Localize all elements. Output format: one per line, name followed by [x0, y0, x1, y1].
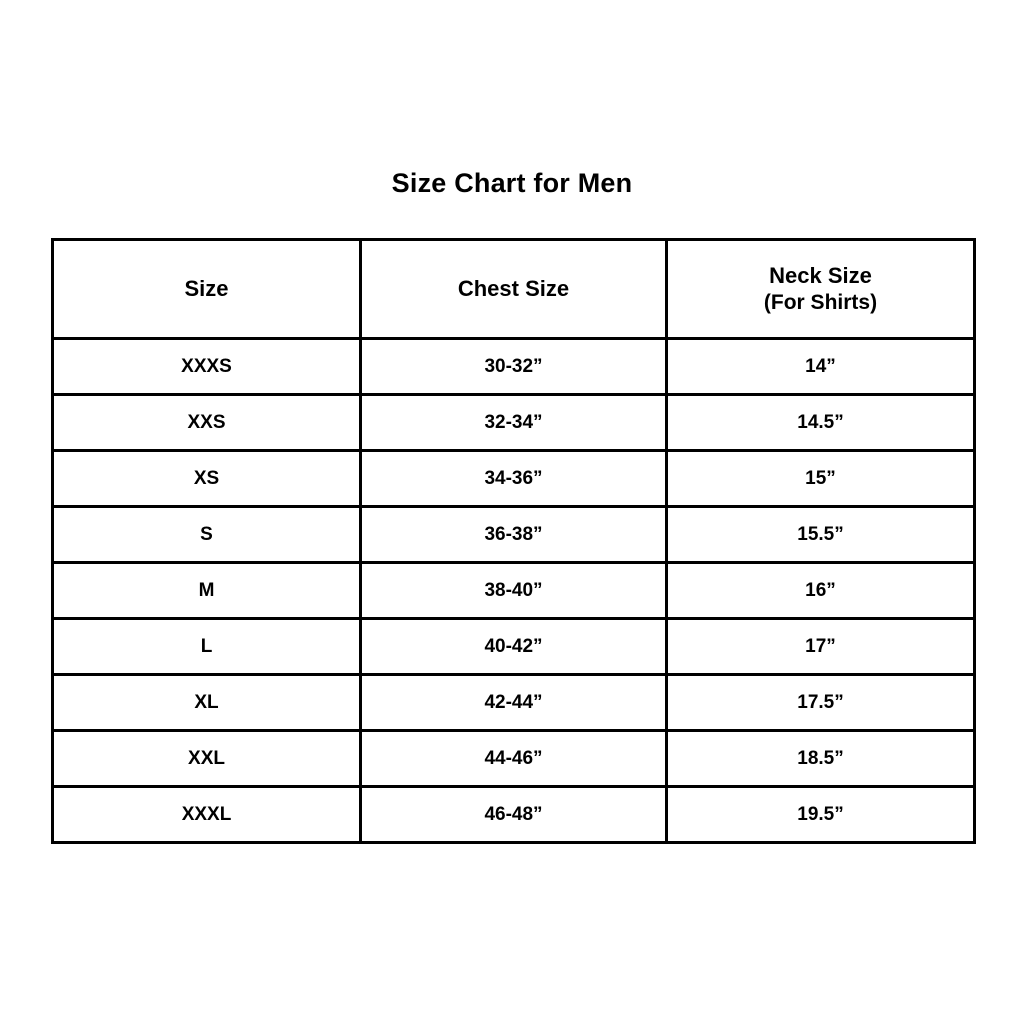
cell-size: XXS — [53, 395, 361, 451]
cell-size: M — [53, 563, 361, 619]
column-header-chest-size — [361, 240, 667, 339]
table-row — [53, 451, 975, 507]
cell-neck: 14.5” — [667, 395, 975, 451]
cell-chest: 36-38” — [361, 507, 667, 563]
cell-neck: 17” — [667, 619, 975, 675]
cell-size: L — [53, 619, 361, 675]
cell-size: XS — [53, 451, 361, 507]
cell-size: XXL — [53, 731, 361, 787]
table-row — [53, 731, 975, 787]
cell-size: S — [53, 507, 361, 563]
cell-neck: 16” — [667, 563, 975, 619]
table-row — [53, 339, 975, 395]
cell-size: XXXS — [53, 339, 361, 395]
cell-chest: 46-48” — [361, 787, 667, 843]
cell-chest: 38-40” — [361, 563, 667, 619]
table-row — [53, 507, 975, 563]
table-row — [53, 563, 975, 619]
cell-size: XXXL — [53, 787, 361, 843]
column-header-neck-size-sublabel: (For Shirts) — [763, 290, 878, 314]
column-header-size-label: Size — [184, 276, 229, 302]
table-row — [53, 787, 975, 843]
cell-neck: 15” — [667, 451, 975, 507]
cell-size: XL — [53, 675, 361, 731]
cell-chest: 32-34” — [361, 395, 667, 451]
table-row — [53, 675, 975, 731]
page-title: Size Chart for Men — [391, 168, 633, 198]
table-header-row — [53, 240, 975, 339]
table-row — [53, 619, 975, 675]
cell-chest: 40-42” — [361, 619, 667, 675]
cell-chest: 34-36” — [361, 451, 667, 507]
column-header-neck-size-label: Neck Size — [769, 263, 872, 289]
cell-chest: 30-32” — [361, 339, 667, 395]
cell-neck: 15.5” — [667, 507, 975, 563]
column-header-neck-size — [667, 240, 975, 339]
cell-neck: 17.5” — [667, 675, 975, 731]
column-header-size — [53, 240, 361, 339]
size-chart-table — [51, 238, 976, 844]
cell-neck: 14” — [667, 339, 975, 395]
cell-neck: 19.5” — [667, 787, 975, 843]
cell-neck: 18.5” — [667, 731, 975, 787]
cell-chest: 44-46” — [361, 731, 667, 787]
size-chart-table-wrapper — [51, 238, 973, 844]
cell-chest: 42-44” — [361, 675, 667, 731]
column-header-chest-size-label: Chest Size — [457, 276, 570, 302]
table-row — [53, 395, 975, 451]
